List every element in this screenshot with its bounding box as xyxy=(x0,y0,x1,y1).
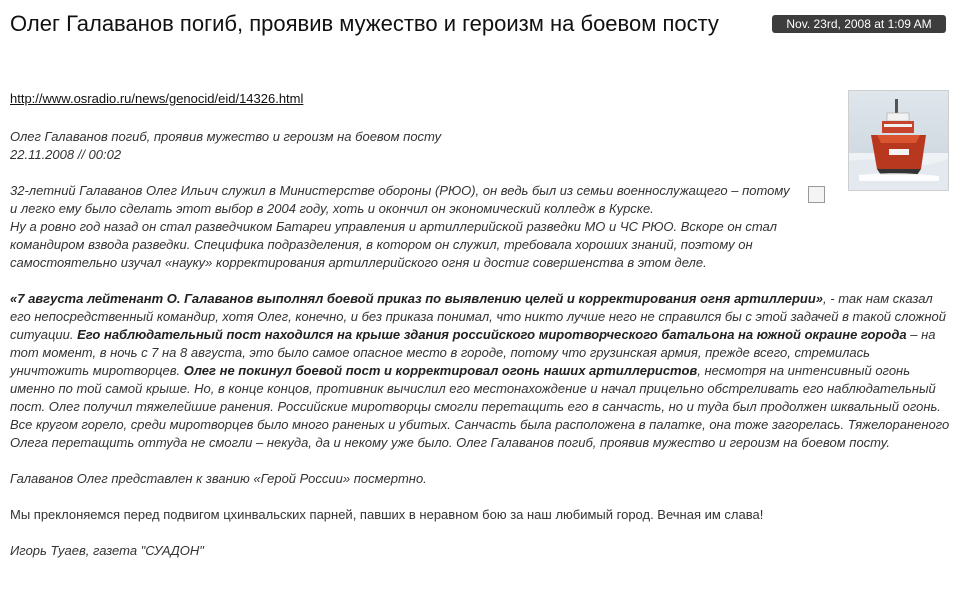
quote-bold-2: Его наблюдательный пост находился на крыше здания российского миротворческого батальона на южной окраине города xyxy=(77,327,907,342)
post-date-badge[interactable]: Nov. 23rd, 2008 at 1:09 AM xyxy=(772,15,946,33)
paragraph-2-text-2: – на тот момент, в ночь с 7 на 8 августа, это было самое опасное место в городе, потому что грузинская армия, прежде всего, стремилась уничтожить миротворцев. xyxy=(10,327,936,378)
article-dateline: 22.11.2008 // 00:02 xyxy=(10,147,122,162)
paragraph-3: Галаванов Олег представлен к званию «Герой России» посмертно. xyxy=(10,471,427,486)
quote-bold-3: Олег не покинул боевой пост и корректировал огонь наших артиллеристов xyxy=(183,363,698,378)
signature: Игорь Туаев, газета "СУАДОН" xyxy=(10,543,204,558)
paragraph-1 xyxy=(10,182,800,272)
article-subtitle: Олег Галаванов погиб, проявив мужество и героизм на боевом посту xyxy=(10,129,442,144)
source-link[interactable]: http://www.osradio.ru/news/genocid/eid/14326.html xyxy=(10,91,304,106)
paragraph-1b-text: Ну а ровно год назад он стал разведчиком Батареи управления и артиллерийской разведки МО и ЧС РЮО. Вскоре он стал командиром взвода разведки. Специфика подразделения, в котором он служил, требовала хороших знаний, поэтому он самостоятельно изучал «науку» корректирования артиллерийского огня и достиг совершенства в этом деле. xyxy=(10,219,777,270)
quote-bold-1: «7 августа лейтенант О. Галаванов выполнял боевой приказ по выявлению целей и корректирования огня артиллерии» xyxy=(10,291,824,306)
article-body xyxy=(10,128,950,578)
paragraph-4: Мы преклоняемся перед подвигом цхинвальских парней, павших в неравном бою за наш любимый город. Вечная им слава! xyxy=(10,507,764,522)
article-header xyxy=(10,128,950,164)
post-title[interactable]: Олег Галаванов погиб, проявив мужество и героизм на боевом посту xyxy=(10,11,719,36)
paragraph-2-text-3: , несмотря на интенсивный огонь именно по той самой крыше. Но, в конце концов, противник вычислил его местонахождение и начал прицельно обстреливать его наблюдательный пост. Олег получил тяжелейшие ранения. Российские миротворцы смогли перетащить его в санчасть, но и туда был продолжен шквальный огонь. Все кругом горело, среди миротворцев было много раненых и убитых. Санчасть была расположена в палатке, она тоже загорелась. Тяжелораненого Олега перетащить оттуда не смогли – некуда, да и некому уже было. Олег Галаванов погиб, проявив мужество и героизм на боевом посту. xyxy=(10,363,950,450)
paragraph-1-text: 32-летний Галаванов Олег Ильич служил в Министерстве обороны (РЮО), он ведь был из семьи военнослужащего – потому и легко ему было сделать этот выбор в 2004 году, хоть и окончил он экономический колледж в Курске. xyxy=(10,183,790,216)
paragraph-2-text-1: , - так нам сказал его непосредственный командир, хотя Олег, конечно, и без приказа понимал, что никто лучше него не справился бы с этой задачей в такой сложной ситуации. xyxy=(10,291,946,342)
paragraph-2 xyxy=(10,290,950,452)
